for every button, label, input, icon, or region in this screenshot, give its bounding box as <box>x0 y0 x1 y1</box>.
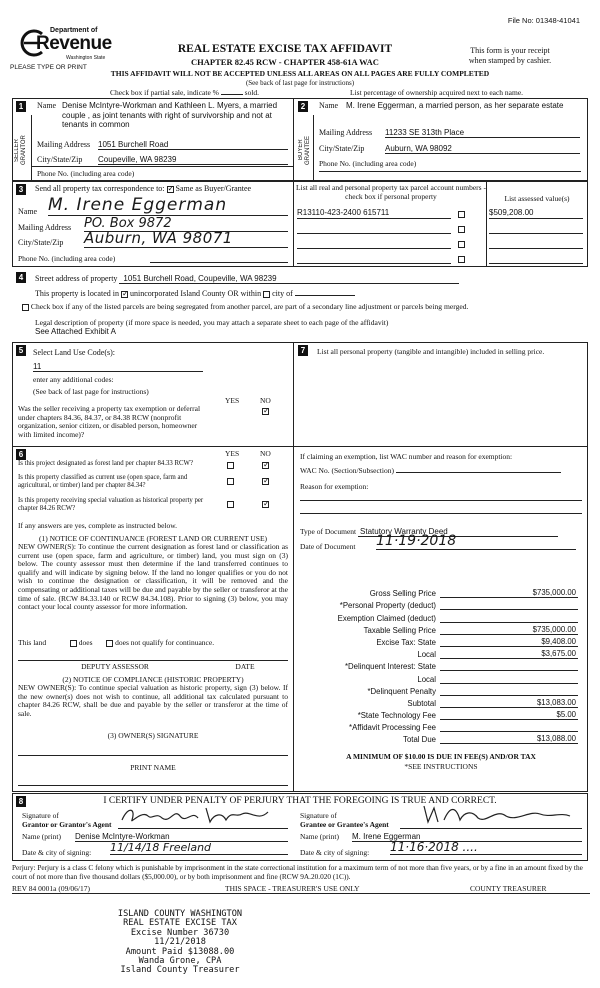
perjury-statement: Perjury: Perjury is a class C felony which is punishable by imprisonment in the state correctional institution for a maximum term of not more than five years, or by a fine in an amount fixed by the court of not more than five thousand dollars ($5,000.00), or by both imprisonment and fine (RCW 9A.20.020 (1C)). <box>12 863 583 881</box>
buyer-city-label: City/State/Zip <box>319 144 365 153</box>
seller-mailing: 1051 Burchell Road <box>98 140 288 150</box>
reason-row <box>300 482 368 491</box>
totals-row <box>300 623 582 635</box>
totals-label: *Affidavit Processing Fee <box>349 723 436 733</box>
totals-value[interactable]: $735,000.00 <box>440 588 578 598</box>
forest-yes-checkbox[interactable] <box>227 462 234 469</box>
totals-label: Taxable Selling Price <box>363 625 436 635</box>
historic-question: Is this property receiving special valuation as historical property per chapter 84.26 RCW? <box>18 497 204 512</box>
additional-codes-label: enter any additional codes: <box>33 375 114 384</box>
continuance-row <box>18 638 214 647</box>
grantee-signature <box>420 802 580 826</box>
partial-sale-row <box>110 88 259 97</box>
street-address-row <box>35 274 459 284</box>
please-type: PLEASE TYPE OR PRINT <box>10 64 87 71</box>
segregated-text: Check box if any of the listed parcels are being segregated from another parcel, are part of a secondary line adjustment or parcels being merged. <box>30 302 469 311</box>
corr-mailing-label: Mailing Address <box>18 223 72 232</box>
file-number: File No: 01348-41041 <box>507 16 580 25</box>
notice-continuance-body: NEW OWNER(S): To continue the current designation as forest land or classification as current use (open space, farm and agriculture, or timber) land, you must sign on (3) below. The county assessor must then determine if the land transferred continues to qualify and will indicate by signing below. If the land no longer qualifies or you do not wish to continue the designation or classification, it will be removed and the compensating or additional taxes will be due and payable by the seller or transferor at the time of sale. (RCW 84.33.140 or RCW 84.34.108). Prior to signing (3) below, you may contact your local county assessor for more information. <box>18 542 288 612</box>
any-yes-note: If any answers are yes, complete as instructed below. <box>18 521 178 530</box>
personal-property-label: List all personal property (tangible and intangible) included in selling price. <box>317 347 545 356</box>
does-checkbox[interactable] <box>70 640 77 647</box>
does-not-checkbox[interactable] <box>106 640 113 647</box>
totals-row <box>300 684 582 696</box>
buyer-name: M. Irene Eggerman, a married person, as her separate estate <box>346 101 564 110</box>
totals-row <box>300 732 582 744</box>
grantor-name-label: Name (print) <box>22 832 61 841</box>
correspondence-intro-text: Send all property tax correspondence to: <box>35 184 165 193</box>
grantor-date-label: Date & city of signing: <box>22 848 92 857</box>
located-text: This property is located in <box>35 289 119 298</box>
corr-mailing-handwritten: PO. Box 9872 <box>84 216 288 232</box>
same-as-buyer-label: Same as Buyer/Grantee <box>175 184 252 193</box>
located-row <box>35 289 355 298</box>
doc-type-label: Type of Document <box>300 527 357 536</box>
totals-value[interactable] <box>440 609 578 610</box>
totals-label: Subtotal <box>407 698 436 708</box>
current-use-yes-checkbox[interactable] <box>227 478 234 485</box>
county-treasurer: COUNTY TREASURER <box>470 884 547 893</box>
city-checkbox[interactable] <box>263 291 270 298</box>
totals-row <box>300 671 582 683</box>
buyer-side-label: BUYER GRANTEE <box>298 135 311 165</box>
historic-no-checkbox[interactable] <box>262 501 269 508</box>
stamp-line-4: 11/21/2018 <box>154 937 206 948</box>
current-use-no-checkbox[interactable] <box>262 478 269 485</box>
form-subtitle: CHAPTER 82.45 RCW - CHAPTER 458-61A WAC <box>191 57 379 67</box>
grantor-sig-label-1: Signature of <box>22 811 59 820</box>
seller-city-label: City/State/Zip <box>37 155 83 164</box>
minimum-fee-note: A MINIMUM OF $10.00 IS DUE IN FEE(S) AND/OR TAX <box>346 752 536 761</box>
section-3-badge: 3 <box>16 184 26 195</box>
deputy-date-label: DATE <box>235 662 255 671</box>
receipt-note-1: This form is your receipt <box>470 46 550 55</box>
treasurer-only: THIS SPACE - TREASURER'S USE ONLY <box>225 884 360 893</box>
personal-property-checkbox-3[interactable] <box>458 241 465 248</box>
parcel-value: $509,208.00 <box>489 208 534 217</box>
corr-name-label: Name <box>18 207 38 216</box>
print-name-label: PRINT NAME <box>130 763 176 772</box>
segregated-row <box>22 302 469 311</box>
buyer-phone-label: Phone No. (including area code) <box>319 159 417 168</box>
totals-row <box>300 720 582 732</box>
logo-line3: Washington State <box>66 55 106 61</box>
deputy-assessor-label: DEPUTY ASSESSOR <box>81 662 149 671</box>
logo-line2: Revenue <box>36 33 112 54</box>
corr-phone-label: Phone No. (including area code) <box>18 254 116 263</box>
section-5-badge: 5 <box>16 345 26 356</box>
this-land-label: This land <box>18 638 47 647</box>
warning-banner: THIS AFFIDAVIT WILL NOT BE ACCEPTED UNLESS ALL AREAS ON ALL PAGES ARE FULLY COMPLETED <box>110 69 490 78</box>
totals-value[interactable] <box>440 670 578 671</box>
current-use-question: Is this property classified as current use (open space, farm and agricultural, or timber) land per chapter 84.34? <box>18 474 188 489</box>
totals-row <box>300 610 582 622</box>
see-instructions-note: *SEE INSTRUCTIONS <box>404 762 478 771</box>
buyer-mailing: 11233 SE 313th Place <box>385 128 580 138</box>
corr-city-handwritten: Auburn, WA 98071 <box>84 229 288 248</box>
buyer-mailing-label: Mailing Address <box>319 128 373 137</box>
section-4-badge: 4 <box>16 272 26 283</box>
stamp-line-1: ISLAND COUNTY WASHINGTON <box>117 909 243 919</box>
same-as-buyer-checkbox[interactable] <box>167 186 174 193</box>
land-use-label: Select Land Use Code(s): <box>33 348 115 357</box>
segregated-checkbox[interactable] <box>22 304 29 311</box>
grantee-sig-label-2: Grantee or Grantee's Agent <box>300 820 389 829</box>
grantor-sig-label-2: Grantor or Grantor's Agent <box>22 820 112 829</box>
land-use-see-back: (See back of last page for instructions) <box>33 387 149 396</box>
stamp-line-3: Excise Number 36730 <box>130 927 230 938</box>
totals-row <box>300 586 582 598</box>
notice-compliance-body: NEW OWNER(S): To continue special valuation as historic property, sign (3) below. If the new owner(s) does not wish to continue, all additional tax calculated pursuant to chapter 84.26 RCW, shall be due and payable by the seller or transferor at the time of sale. <box>18 683 288 718</box>
does-label: does <box>78 638 93 647</box>
located-opt2: city of <box>272 289 293 298</box>
totals-label: Exemption Claimed (deduct) <box>337 613 436 623</box>
notice-compliance-title: (2) NOTICE OF COMPLIANCE (HISTORIC PROPERTY) <box>62 675 244 684</box>
stamp-line-7: Island County Treasurer <box>120 965 240 976</box>
totals-value[interactable] <box>440 683 578 684</box>
grantee-name-label: Name (print) <box>300 832 339 841</box>
grantee-name: M. Irene Eggerman <box>352 832 582 842</box>
grantor-signature <box>118 804 288 826</box>
seller-side-label: SELLER GRANTOR <box>14 135 27 165</box>
s5-no-header: NO <box>260 396 271 405</box>
totals-value[interactable]: $735,000.00 <box>440 625 578 635</box>
stamp-line-6: Wanda Grone, CPA <box>138 956 222 967</box>
exemption-no-checkbox[interactable] <box>262 408 269 415</box>
seller-name: Denise McIntyre-Workman and Kathleen L. Myers, a married couple , as joint tenants with right of survivorship and not at tenants in common <box>62 101 278 129</box>
totals-label: Local <box>417 674 436 684</box>
corr-city-label: City/State/Zip <box>18 238 64 247</box>
totals-row <box>300 647 582 659</box>
correspondence-intro <box>35 184 251 193</box>
stamp-line-5: Amount Paid $13088.00 <box>125 946 235 957</box>
totals-label: *Personal Property (deduct) <box>339 601 436 611</box>
wac-row <box>300 466 561 475</box>
section-1-badge: 1 <box>16 101 26 112</box>
s6-yes-header: YES <box>225 449 240 458</box>
totals-value[interactable] <box>440 622 578 623</box>
does-not-label: does not <box>115 638 141 647</box>
totals-row <box>300 696 582 708</box>
notice-continuance-title: (1) NOTICE OF CONTINUANCE (FOREST LAND OR CURRENT USE) <box>38 534 268 543</box>
totals-row <box>300 708 582 720</box>
section-2-badge: 2 <box>298 101 308 112</box>
qualify-label: qualify for continuance. <box>142 638 215 647</box>
totals-label: *Delinquent Interest: State <box>344 662 436 672</box>
grantor-date-handwritten: 11/14/18 Freeland <box>110 841 288 855</box>
parcel-account: R13110-423-2400 615711 <box>297 208 390 217</box>
doc-date-label: Date of Document <box>300 542 356 551</box>
s5-yes-header: YES <box>225 396 240 405</box>
totals-label: *Delinquent Penalty <box>367 686 436 696</box>
totals-value[interactable]: $13,088.00 <box>440 734 578 744</box>
street-label: Street address of property <box>35 274 118 283</box>
totals-row <box>300 659 582 671</box>
forest-land-question: Is this project designated as forest land per chapter 84.33 RCW? <box>18 460 193 467</box>
totals-value[interactable]: $5.00 <box>440 710 578 720</box>
totals-value[interactable]: $9,408.00 <box>440 637 578 647</box>
grantor-name: Denise McIntyre-Workman <box>75 832 288 842</box>
exempt-claim-label: If claiming an exemption, list WAC number and reason for exemption: <box>300 452 513 461</box>
wac-label: WAC No. (Section/Subsection) <box>300 466 394 475</box>
street-address: 1051 Burchell Road, Coupeville, WA 98239 <box>119 274 459 284</box>
receipt-note-2: when stamped by cashier. <box>468 56 552 65</box>
partial-sale-label: Check box if partial sale, indicate % <box>110 88 219 97</box>
logo-line1: Department of <box>50 27 98 34</box>
grantee-sig-label-1: Signature of <box>300 811 337 820</box>
unincorporated-checkbox[interactable] <box>121 291 128 298</box>
personal-property-checkbox-2[interactable] <box>458 226 465 233</box>
seller-name-label: Name <box>37 101 57 110</box>
form-title: REAL ESTATE EXCISE TAX AFFIDAVIT <box>177 43 393 55</box>
legal-description-label: Legal description of property (if more space is needed, you may attach a separate sheet to each page of the affidavit) <box>35 318 389 327</box>
legal-description-value: See Attached Exhibit A <box>35 327 116 336</box>
sold-label: sold. <box>244 88 260 97</box>
land-use-code[interactable]: 11 <box>33 362 203 372</box>
certify-statement: I CERTIFY UNDER PENALTY OF PERJURY THAT THE FOREGOING IS TRUE AND CORRECT. <box>103 796 497 806</box>
totals-row <box>300 635 582 647</box>
corr-name-handwritten: M. Irene Eggerman <box>48 195 288 216</box>
totals-label: Total Due <box>403 735 436 745</box>
totals-label: Local <box>417 650 436 660</box>
totals-label: *State Technology Fee <box>357 711 436 721</box>
buyer-name-label: Name <box>319 101 339 110</box>
section-7-badge: 7 <box>298 345 308 356</box>
s6-no-header: NO <box>260 449 271 458</box>
seller-phone-label: Phone No. (including area code) <box>37 169 135 178</box>
exemption-question: Was the seller receiving a property tax exemption or deferral under chapters 84.36, 84.37, or 84.38 RCW (nonprofit organization, senior citizen, or disabled person, homeowner with limited income)? <box>18 404 201 439</box>
personal-property-checkbox-4[interactable] <box>458 256 465 263</box>
assessed-value-header: List assessed value(s) <box>504 194 570 203</box>
grantee-date-label: Date & city of signing: <box>300 848 370 857</box>
totals-value[interactable]: $13,083.00 <box>440 698 578 708</box>
grantee-date-handwritten: 11·16·2018 .... <box>390 840 582 855</box>
seller-mailing-label: Mailing Address <box>37 140 91 149</box>
section-6-badge: 6 <box>16 449 26 460</box>
ownership-note: List percentage of ownership acquired next to each name. <box>350 88 524 97</box>
form-number: REV 84 0001a (09/06/17) <box>12 884 90 893</box>
doc-type-value: Statutory Warranty Deed <box>358 527 558 537</box>
stamp-line-2: REAL ESTATE EXCISE TAX <box>123 918 237 929</box>
totals-value[interactable] <box>440 695 578 696</box>
totals-row <box>300 598 582 610</box>
doc-date-handwritten: 11·19·2018 <box>376 533 576 550</box>
located-opt1: unincorporated Island County OR within <box>129 289 262 298</box>
seller-city: Coupeville, WA 98239 <box>98 155 288 165</box>
personal-property-checkbox-1[interactable] <box>458 211 465 218</box>
forest-no-checkbox[interactable] <box>262 462 269 469</box>
parcel-header: List all real and personal property tax parcel account numbers - check box if personal property <box>296 183 486 201</box>
totals-label: Gross Selling Price <box>369 589 436 599</box>
totals-label: Excise Tax: State <box>376 637 436 647</box>
owner-signature-label: (3) OWNER(S) SIGNATURE <box>107 731 199 740</box>
treasurer-stamp <box>100 910 260 976</box>
totals-table <box>300 586 582 744</box>
historic-yes-checkbox[interactable] <box>227 501 234 508</box>
buyer-city: Auburn, WA 98092 <box>385 144 580 154</box>
totals-value[interactable] <box>440 731 578 732</box>
dor-logo <box>14 24 124 66</box>
totals-value[interactable]: $3,675.00 <box>440 649 578 659</box>
see-back-note: (See back of last page for instructions) <box>245 79 355 87</box>
section-8-badge: 8 <box>16 796 26 807</box>
reason-label: Reason for exemption: <box>300 482 369 491</box>
